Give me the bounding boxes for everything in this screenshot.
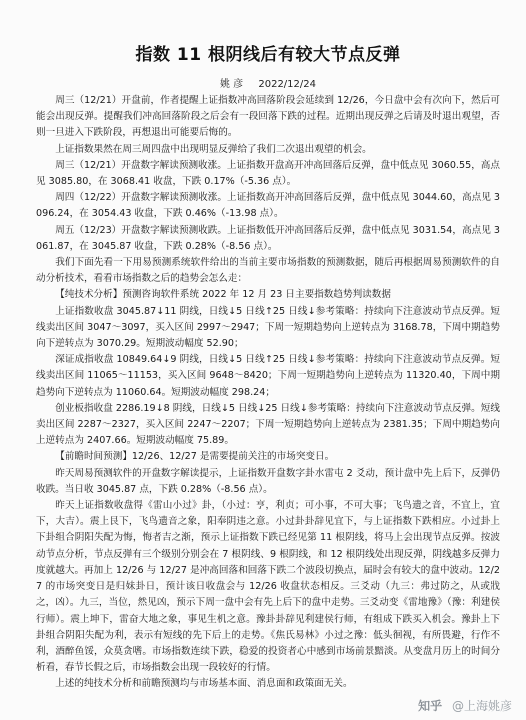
- paragraph: 周三（12/21）开盘前，作者提醒上证指数冲高回落阶段会延续到 12/26，今日盘中会有次向下，然后可能会出现反弹。提醒我们冲高回落阶段之后会有一段回落下跌的过程。近期出现反弹之后请及时退出观望，否则一旦进入下跌阶段，再想退出可能要后悔的。: [36, 95, 500, 139]
- paragraph: 周三（12/21）开盘数字解读预测收涨。上证指数开盘高开冲高回落后反弹，盘中低点见 3060.55，高点见 3085.80，在 3068.41 收盘，下跌 0.17%（-5.36 点）。: [36, 159, 500, 188]
- paragraph: 周四（12/22）开盘数字解读预测收涨。上证指数高开冲高回落后反弹，盘中低点见 3044.60，高点见 3096.24，在 3054.43 收盘，下跌 0.46%（-13.98 点）。: [36, 192, 500, 220]
- paragraph: 周五（12/23）开盘数字解读预测收跌。上证指数低开冲高回落后反弹，盘中低点见 3031.54，高点见 3061.87，在 3045.87 收盘，下跌 0.28%（-8.56 点）。: [36, 224, 500, 252]
- zhihu-logo: 知乎: [418, 699, 443, 713]
- publish-date: 2022/12/24: [258, 79, 316, 90]
- paragraph-shenzhen-index: 深证成指收盘 10849.64↓9 阴线，日线↓5 日线↑25 日线↓参考策略：持续向下注意波动节点反弹。短线卖出区间 11065～11153，买入区间 9648～8420；下周一短期趋势向上逆转点为 11320.40，下周中期趋势向下逆转点为 11060.64。短期波动幅度 298.24；: [36, 354, 500, 398]
- paragraph-chinext-index: 创业板指收盘 2286.19↓8 阴线，日线↓5 日线↓25 日线↓参考策略：持续向下注意波动节点反弹。短线卖出区间 2287～2327，买入区间 2247～2207；下周一短期趋势向上逆转点为 2381.35；下周中期趋势向上逆转点为 2407.66。短期波动幅度 75.89。: [36, 402, 500, 447]
- watermark-handle: @上海姚彦: [451, 699, 512, 713]
- disclaimer: 上述的纯技术分析和前瞻预测均与市场基本面、消息面和政策面无关。: [55, 678, 353, 690]
- byline: [36, 75, 500, 90]
- section-heading-technical: 【纯技术分析】预测咨询软件系统 2022 年 12 月 23 日主要指数趋势判读数据: [55, 289, 391, 301]
- document-title: 指数 11 根阴线后有较大节点反弹: [135, 45, 401, 65]
- paragraph: 昨天上证指数收盘得《雷山小过》卦，（小过：亨，利贞；可小事，不可大事；飞鸟遗之音，不宜上，宜下，大吉）。震上艮下，飞鸟遗音之象，阳奉阴违之意。小过卦卦辞见宜下，与上证指数下跌相应。小过卦上下卦组合阴阳失配为悔，悔者吉之渐，预示上证指数下跌已经见第 11 根阴线，将马上会出现节点反弹。按波动节点分析，节点反弹有三个级别分别会在 7 根阴线、9 根阴线，和 12 根阴线处出现反弹，阴线越多反弹力度就越大。再加上 12/26 与 12/27 是冲高回落和回落下跌二个波段切换点，届时会有较大的盘中波动。12/27 的市场突变日是归妹卦日，预计该日收盘会与 12/26 收盘状态相反。三爻动（九三：弗过防之，从或戕之，凶）。九三，当位，然见凶，预示下周一盘中会有先上后下的盘中走势。三爻动变《雷地豫》（豫：利建侯行师）。震上坤下，雷奋大地之象，事见生机之意。豫卦卦辞见利建侯行师，有组成下跌买入机会。豫卦上下卦组合阴阳失配为利，表示有短线的先下后上的走势。《焦氏易林》小过之豫：低头徊视，有所畏避，行作不利，酒醉鱼馁，众莫贪嗜。市场指数连续下跌，稳爱的投资者心中感到市场前景黯淡。从变盘月历上的时间分析看，春节长假之后，市场指数会出现一段较好的行情。: [36, 500, 500, 674]
- paragraph: 我们下面先看一下用易预测系统软件给出的当前主要市场指数的预测数据，随后再根据周易预测软件的自动分析技术，看看市场指数之后的趋势会怎么走：: [36, 257, 500, 285]
- paragraph: 昨天周易预测软件的开盘数字解读提示，上证指数开盘数字卦水雷屯 2 爻动，预计盘中先上后下，反弹仍收跌。当日收 3045.87 点，下跌 0.28%（-8.56 点）。: [36, 467, 500, 495]
- watermark: [418, 697, 512, 714]
- section-heading-forecast: 【前瞻时间预测】12/26、12/27 是需要提前关注的市场突变日。: [55, 451, 335, 463]
- author-name: 姚 彦: [219, 79, 244, 90]
- paragraph-shanghai-index: 上证指数收盘 3045.87↓11 阴线，日线↓5 日线↑25 日线↓参考策略：持续向下注意波动节点反弹。短线卖出区间 3047～3097，买入区间 2997～2947；下周一短期趋势向上逆转点为 3168.78，下周中期趋势向下逆转点为 3070.29。短期波动幅度 52.90；: [36, 305, 500, 350]
- paragraph: 上证指数果然在周三周四盘中出现明显反弹给了我们二次退出观望的机会。: [55, 143, 372, 155]
